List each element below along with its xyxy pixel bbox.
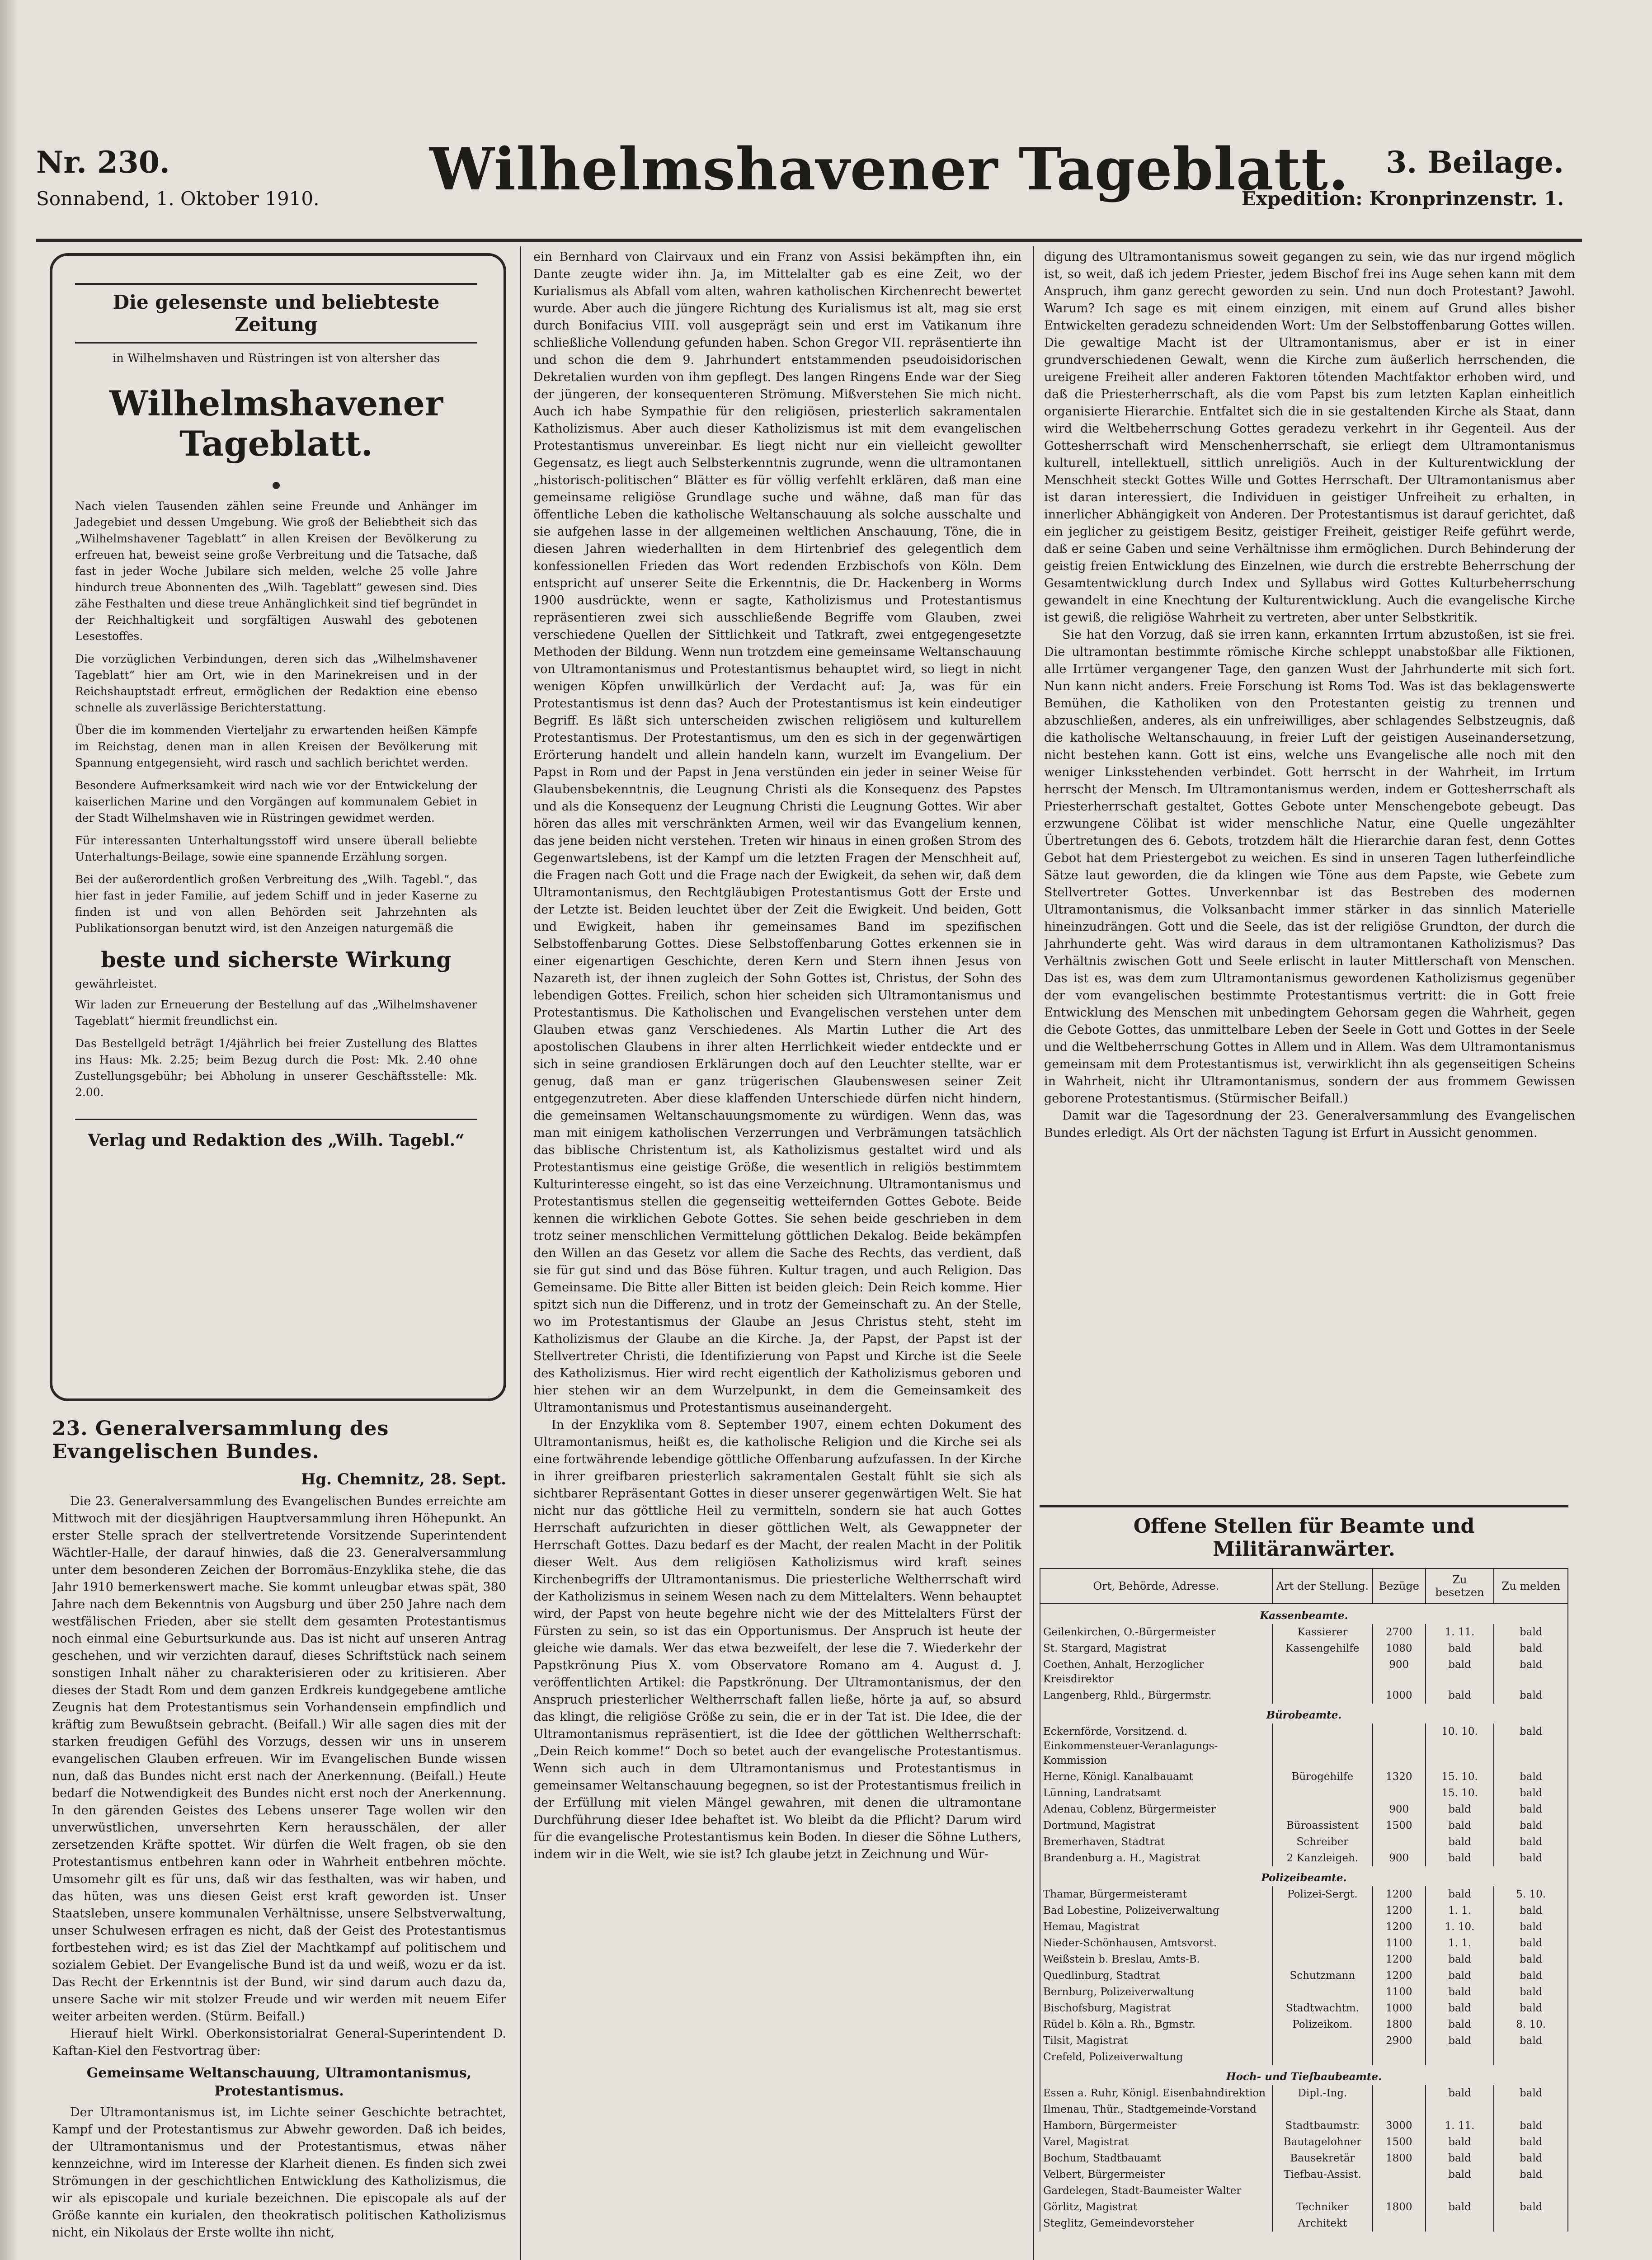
table-cell: bald [1494,1984,1568,2000]
table-cell: Büroassistent [1272,1817,1373,1834]
table-cell [1494,2049,1568,2065]
table-cell [1373,2215,1426,2232]
article-paragraph: Die 23. Generalversammlung des Evangelischen Bundes erreichte am Mittwoch mit der diesjährigen Hauptversammlung ihren Höhepunkt. An erster Stelle sprach der stellvertretende Vorsitzende Superintendent Wächtler-Halle, der darauf hinwies, daß die 23. Generalversammlung unter dem besonderen Zeichen der Borromäus-Enzyklika stehe, die das Jahr 1910 bemerkenswert mache. Sie kommt unleugbar etwas spät, 380 Jahre nach dem Bekenntnis von Augsburg und über 250 Jahre nach dem westfälischen Frieden, aber sie stellt dem gesamten Protestantismus noch einmal eine Geburtsurkunde aus. Das ist nicht auf unseren Antrag geschehen, und wir verzichten darauf, dieses Schriftstück nach seinem sonstigen Inhalt näher zu charakterisieren oder zu kritisieren. Aber dieses der Stadt Rom und dem ganzen Erdkreis kundgegebene amtliche Zeugnis hat dem Protestantismus sein Vorhandensein empfindlich und kräftig zum Bewußtsein gebracht. (Beifall.) Wir alle sagen dies mit der starken freudigen Gefühl des Vorzugs, dessen wir uns in unserem evangelischen Glauben erfreuen. Wir im Evangelischen Bunde wissen nun, daß das Bundes nicht erst nach der Anerkennung. (Beifall.) Heute bedarf die Notwendigkeit des Bundes nicht erst noch der Anerkennung. In den gärenden Geistes des Lebens unserer Tage wollen wir den unverwüstlichen, unversehrten Kern herausschälen, der aller zersetzenden Kräfte spottet. Wir dürfen die Welt fragen, ob sie den Protestantismus entbehren kann oder in Wahrheit entbehren möchte. Umsomehr gilt es für uns, daß wir das festhalten, was wir haben, und das hüten, was uns diesen Geist erst kraft geworden ist. Unser Staatsleben, unsere kommunalen Verhältnisse, unsere Selbstverwaltung, unser Schulwesen erfragen es nicht, daß der Geist des Protestantismus fortbestehen wird; es ist das Ziel der Machtkampf auf politischem und sozialem Gebiet. Der Evangelische Bund ist da und weiß, wozu er da ist. Das Recht der Erkenntnis ist der Bund, wir sind darum auch dazu da, unsere Sache wir mit stolzer Freude und wir werden mit neuem Eifer weiter arbeiten werden. (Stürm. Beifall.) [52,1494,506,2024]
table-cell: bald [1494,2118,1568,2134]
table-cell: 1000 [1373,2000,1426,2016]
table-cell: bald [1426,1984,1494,2000]
table-cell: Bochum, Stadtbauamt [1040,2150,1272,2166]
table-cell: bald [1494,1640,1568,1657]
table-cell: 1800 [1373,2016,1426,2033]
table-cell: 1500 [1373,1817,1426,1834]
table-cell: Tiefbau-Assist. [1272,2166,1373,2183]
article-paragraph: In der Enzyklika vom 8. September 1907, einem echten Dokument des Ultramontanismus, heißt es, die katholische Religion und die Kirche sei als eine fortwährende lebendige göttliche Offenbarung aufzufassen. In der Kirche in ihrer greifbaren priesterlich sakramentalen Gestalt fühlt sie sich als sichtbarer Repräsentant Gottes in dieser unserer gegenwärtigen Welt. Sie hat nicht nur das göttliche Heil zu vermitteln, sondern sie hat auch Gottes Herrschaft aufzurichten in dieser göttlichen Welt, als Gewappneter der Herrschaft Gottes. Dazu bedarf es der Macht, der realen Macht in der Politik dieser Welt. Aus dem religiösen Katholizismus wird kraft seines Kirchenbegriffs der Ultramontanismus. Die priesterliche Weltherrschaft wird der Katholizismus in seinem Wesen nach zu dem Mittelalters. Wenn behauptet wird, der Papst von heute begehre nicht wie der des Mittelalters Fürst der Fürsten zu sein, so ist das ein Opportunismus. Der Anspruch ist heute der gleiche wie damals. Wer das etwa bezweifelt, der lese die 7. Wiederkehr der Papstkrönung Pius X. vom Observatore Romano am 4. August d. J. veröffentlichten Artikel: die Papstkrönung. Der Ultramontanismus, der den Anspruch priesterlicher Weltherrschaft fallen ließe, hörte ja auf, so absurd das klingt, die religiöse Größe zu sein, die er in der Tat ist. Die Idee, die der Ultramontanismus repräsentiert, ist die Idee der göttlichen Weltherrschaft: „Dein Reich komme!“ Doch so betet auch der evangelische Protestantismus. Wenn sich auch in dem Ultramontanismus und Protestantismus in gemeinsamer Weltanschauung begegnen, so ist der Protestantismus freilich in der Erfüllung mit vielen Mängel gewahren, mit denen die ultramontane Durchführung dieser Idee behaftet ist. Wo bleibt da die Pflicht? Darum wird für die evangelische Protestantismus kein Boden. In dieser die Söhne Luthers, indem wir in die Welt, wie sie ist? Ich glaube jetzt in Zeichnung und Wür- [533,1418,1021,1861]
table-cell [1494,2183,1568,2199]
supplement-label: 3. Beilage. [1386,145,1564,180]
masthead [36,136,1582,240]
table-cell: bald [1426,2199,1494,2215]
table-cell: bald [1426,1817,1494,1834]
table-cell: bald [1426,2166,1494,2183]
table-cell: bald [1426,2033,1494,2049]
page-gutter [0,0,17,2260]
subscription-advert [50,253,506,1401]
table-cell: bald [1426,1886,1494,1902]
table-row [1040,2033,1568,2049]
table-cell [1426,2049,1494,2065]
table-cell: 1000 [1373,1687,1426,1704]
table-cell [1373,1834,1426,1850]
table-cell: bald [1426,1640,1494,1657]
table-cell: 3000 [1373,2118,1426,2134]
table-cell [1373,1785,1426,1801]
table-cell: 2900 [1373,2033,1426,2049]
table-row [1040,2215,1568,2232]
table-cell [1272,2101,1373,2118]
advert-paragraph: Die vorzüglichen Verbindungen, deren sich das „Wilhelmshavener Tageblatt“ hier am Ort, wie in den Marinekreisen und in der Reichshauptstadt erfreut, ermöglichen der Redaktion eine ebenso schnelle als zuverlässige Berichterstattung. [75,652,477,714]
table-cell: Architekt [1272,2215,1373,2232]
job-vacancies [1040,1505,1568,2260]
table-cell [1373,2183,1426,2199]
article-subheading: Gemeinsame Weltanschauung, Ultramontanismus, Protestantismus. [86,2065,472,2099]
table-cell: Bremerhaven, Stadtrat [1040,1834,1272,1850]
table-row [1040,1902,1568,1919]
table-cell: bald [1494,1769,1568,1785]
table-cell: Schutzmann [1272,1968,1373,1984]
header-location: Ort, Behörde, Adresse. [1040,1568,1272,1604]
table-cell: 1200 [1373,1951,1426,1968]
table-cell: Crefeld, Polizeiverwaltung [1040,2049,1272,2065]
table-cell: 1. 1. [1426,1902,1494,1919]
table-cell: Gardelegen, Stadt-Baumeister Walter [1040,2183,1272,2199]
table-cell: Polizei-Sergt. [1272,1886,1373,1902]
table-cell [1494,2101,1568,2118]
table-row [1040,1817,1568,1834]
table-cell: bald [1494,2199,1568,2215]
table-cell: Dortmund, Magistrat [1040,1817,1272,1834]
table-cell: 1200 [1373,1886,1426,1902]
advert-paragraph: Besondere Aufmerksamkeit wird nach wie vor der Entwickelung der kaiserlichen Marine und den Vorgängen auf kommunalem Gebiet in der Stadt Wilhelmshaven wie in Rüstringen gewidmet werden. [75,779,477,824]
table-cell: bald [1494,2033,1568,2049]
table-row [1040,2134,1568,2150]
table-row [1040,2118,1568,2134]
article-paragraph: digung des Ultramontanismus soweit gegangen zu sein, wie das nur irgend möglich ist, so weit, daß ich jedem Priester, jedem Bischof frei ins Auge sehen kann mit dem Anspruch, ihm ganz gerecht geworden zu sein. Und nun doch Protestant? Jawohl. Warum? Ich sage es mit einem einzigen, mit einem auf Grund alles bisher Entwickelten geradezu schneidenden Wort: Um der Selbstoffenbarung Gottes willen. Die gewaltige Macht ist der Ultramontanismus, aber er ist in einer grundverschiedenen Gewalt, wenn die Kirche zum äußerlich herrschenden, die ureigene Freiheit aller anderen Faktoren tötenden Machtfaktor erhoben wird, und daß die Priesterherrschaft, als die vom Papst bis zum letzten Kaplan einheitlich organisierte Hierarchie. Entfaltet sich die in sie gestaltenden Kirche als Staat, dann wird die Weltbeherrschung Gottes geradezu verkehrt in ihr Gegenteil. Aus der Gottesherrschaft wird Menschenherrschaft, sie erliegt dem Ultramontanismus kulturell, intellektuell, sittlich unreligiös. Auch in der Kulturentwicklung der Menschheit steckt Gottes Wille und Gottes Herrschaft. Der Ultramontanismus aber ist daran interessiert, die Individuen in geistiger Unfreiheit zu erhalten, in innerlicher Abhängigkeit von Anderen. Der Protestantismus ist darauf gerichtet, daß ein jeglicher zu geistigem Besitz, geistiger Freiheit, geistiger Reife geführt werde, daß er seine Gaben und seine Verhältnisse ihm ermöglichen. Durch Behinderung der geistig freien Entwicklung des Einzelnen, wie durch die erstrebte Beherrschung der Gesamtentwicklung durch Index und Syllabus wird Gottes Kulturbeherrschung gewandelt in eine Knechtung der Kulturentwicklung. Auch die evangelische Kirche ist gewiß, die religiöse Wahrheit zu vertreten, aber unter Selbstkritik. [1044,250,1575,625]
table-cell: Hamborn, Bürgermeister [1040,2118,1272,2134]
table-row [1040,1850,1568,1866]
table-cell [1426,2101,1494,2118]
table-cell: 900 [1373,1801,1426,1817]
table-cell [1272,1723,1373,1769]
table-cell [1426,2215,1494,2232]
table-cell: Tilsit, Magistrat [1040,2033,1272,2049]
table-cell: bald [1426,2085,1494,2101]
table-cell: bald [1426,1850,1494,1866]
table-cell: bald [1426,1951,1494,1968]
article-title: 23. Generalversammlung des Evangelischen Bundes. [52,1417,389,1463]
header-apply: Zu melden [1494,1568,1568,1604]
table-header-row [1040,1568,1568,1604]
advert-effect-tail: gewährleistet. [75,977,157,990]
table-section-row [1040,1604,1568,1624]
table-cell: 1800 [1373,2150,1426,2166]
table-row [1040,1657,1568,1687]
table-cell: 8. 10. [1494,2016,1568,2033]
table-row [1040,2199,1568,2215]
table-row [1040,1785,1568,1801]
table-cell: bald [1494,1723,1568,1769]
table-cell [1272,1935,1373,1951]
table-cell: Polizeikom. [1272,2016,1373,2033]
table-row [1040,1687,1568,1704]
table-cell [1272,1984,1373,2000]
table-cell: Stadtwachtm. [1272,2000,1373,2016]
table-cell [1272,2049,1373,2065]
table-cell: 1080 [1373,1640,1426,1657]
article-column-3 [1044,249,1575,1496]
table-cell: Dipl.-Ing. [1272,2085,1373,2101]
table-row [1040,2183,1568,2199]
table-cell: 1. 11. [1426,1624,1494,1640]
advert-renewal: Wir laden zur Erneuerung der Bestellung auf das „Wilhelmshavener Tageblatt“ hiermit freundlichst ein. [75,998,477,1027]
masthead-rule [36,239,1582,242]
table-row [1040,1951,1568,1968]
table-cell: bald [1494,1850,1568,1866]
table-cell: Stadtbaumstr. [1272,2118,1373,2134]
header-salary: Bezüge [1373,1568,1426,1604]
table-cell: bald [1494,1624,1568,1640]
table-cell: Schreiber [1272,1834,1373,1850]
table-cell [1373,1723,1426,1769]
table-cell: Eckernförde, Vorsitzend. d. Einkommensteuer-Veranlagungs-Kommission [1040,1723,1272,1769]
table-cell: Varel, Magistrat [1040,2134,1272,2150]
vacancies-table [1040,1568,1568,2232]
table-cell: Essen a. Ruhr, Königl. Eisenbahndirektion [1040,2085,1272,2101]
article-paragraph: Sie hat den Vorzug, daß sie irren kann, erkannten Irrtum abzustoßen, ist sie frei. Die ultramontan bestimmte römische Kirche schleppt unabstoßbar alle Fiktionen, alle Irrtümer vergangener Tage, den ganzen Wust der Jahrhunderte mit sich fort. Nun kann nicht anders. Freie Forschung ist Roms Tod. Was ist das beklagenswerte Bemühen, die Katholiken von den Protestanten geistig zu trennen und abzuschließen, anderes, als ein unfreiwilliges, aber schlagendes Selbstzeugnis, daß die katholische Weltanschauung, in freier Luft der geistigen Auseinandersetzung, nicht bestehen kann. Gott ist eins, welche uns Evangelische alle noch mit den weniger Linksstehenden verbindet. Gott herrscht in der Wahrheit, im Irrtum herrscht der Mensch. Im Ultramontanismus werden, indem er Gottesherrschaft als Priesterherrschaft gestaltet, Gottes Gebote unter Menschengebote gebeugt. Das erzwungene Cölibat ist wider menschliche Natur, eine Quelle ungezählter Übertretungen des 6. Gebots, trotzdem hält die Hierarchie daran fest, denn Gottes Gebot hat dem Priestergebot zu weichen. Es sind in unseren Tagen lutherfeindliche Sätze laut geworden, die da klingen wie Töne aus dem Papste, wie Gebete zum Stellvertreter Gottes. Unverkennbar ist das Bestreben des modernen Ultramontanismus, die Volksanbacht immer stärker in das sinnlich Materielle hineinzudrängen. Gott und die Seele, das ist der religiöse Grundton, der durch die Jahrhunderte geht. Was wird daraus in dem ultramontanen Katholizismus? Das Verhältnis zwischen Gott und Seele erlischt in lauter Mittlerschaft von Menschen. Das ist es, was dem zum Ultramontanismus gewordenen Katholizismus gegenüber der vom evangelischen bestimmte Protestantismus vertritt: die in Gott freie Entwicklung des Menschen mit unbedingtem Gehorsam gegen die Wahrheit, gegen die Gebote Gottes, das unmittelbare Leben der Seele in Gott und Gottes in der Seele und die Weltbeherrschung Gottes in Allem und in Allem. Was dem Ultramontanismus gemeinsam mit dem Protestantismus ist, verwirklicht ihn als gegenseitigen Scheins in Wahrheit, nicht ihr Ultramontanismus, sondern der aus frommem Gewissen geborene Protestantismus. (Stürmischer Beifall.) [1044,628,1575,1106]
table-cell: Nieder-Schönhausen, Amtsvorst. [1040,1935,1272,1951]
table-cell: bald [1494,1687,1568,1704]
table-cell [1272,1687,1373,1704]
table-cell: 1200 [1373,1968,1426,1984]
ornament-dot-icon [273,482,280,489]
table-cell: Adenau, Coblenz, Bürgermeister [1040,1801,1272,1817]
table-cell: Hemau, Magistrat [1040,1919,1272,1935]
advert-signature: Verlag und Redaktion des „Wilh. Tagebl.“ [75,1119,477,1150]
advert-paragraph: Für interessanten Unterhaltungsstoff wird unsere überall beliebte Unterhaltungs-Beilage, sowie eine spannende Erzählung sorgen. [75,834,477,863]
table-cell: Geilenkirchen, O.-Bürgermeister [1040,1624,1272,1640]
table-cell: 1. 11. [1426,2118,1494,2134]
table-row [1040,1624,1568,1640]
table-cell: 15. 10. [1426,1769,1494,1785]
table-cell: Steglitz, Gemeindevorsteher [1040,2215,1272,2232]
table-row [1040,2101,1568,2118]
table-row [1040,2166,1568,2183]
table-cell: Bausekretär [1272,2150,1373,2166]
table-row [1040,1919,1568,1935]
advert-effect: beste und sicherste Wirkung [101,947,452,973]
table-cell [1373,2049,1426,2065]
table-cell [1272,2183,1373,2199]
table-cell: Kassierer [1272,1624,1373,1640]
table-section-label: Polizeibeamte. [1040,1866,1568,1886]
table-cell: bald [1426,1801,1494,1817]
table-cell: 1320 [1373,1769,1426,1785]
issue-number: Nr. 230. [36,145,170,180]
table-cell: bald [1426,2016,1494,2033]
table-cell [1373,2085,1426,2101]
table-cell: bald [1426,1834,1494,1850]
table-row [1040,2000,1568,2016]
advert-content [75,283,477,1150]
table-cell: 1. 1. [1426,1935,1494,1951]
table-cell: bald [1494,1657,1568,1687]
table-cell: Lünning, Landratsamt [1040,1785,1272,1801]
table-cell: Bürogehilfe [1272,1769,1373,1785]
table-body [1040,1604,1568,2232]
column-rule-2 [1033,246,1034,2260]
table-cell: bald [1494,1834,1568,1850]
table-row [1040,2049,1568,2065]
table-row [1040,1640,1568,1657]
table-cell: 15. 10. [1426,1785,1494,1801]
table-cell: Ilmenau, Thür., Stadtgemeinde-Vorstand [1040,2101,1272,2118]
newspaper-title: Wilhelmshavener Tageblatt. [429,136,1349,203]
table-cell: bald [1494,2166,1568,2183]
table-cell [1373,2101,1426,2118]
table-cell: bald [1426,1657,1494,1687]
table-cell: bald [1426,2150,1494,2166]
article-paragraph: Der Ultramontanismus ist, im Lichte seiner Geschichte betrachtet, Kampf und der Protestantismus zur Abwehr geworden. Daß ich beides, der Ultramontanismus und der Protestantismus, etwas näher kennzeichne, wird im Interesse der Klarheit dienen. Es finden sich zwei Strömungen in der geschichtlichen Entwicklung des Katholizismus, die wir als episcopale und kuriale bezeichnen. Die episcopale als auf der Größe kannte ein kurialen, den theokratisch politischen Katholizismus nicht, ein Nikolaus der Erste wollte ihn nicht, [52,2105,506,2240]
advert-paper-name: Wilhelmshavener Tageblatt. [109,383,443,464]
advert-price: Das Bestellgeld beträgt 1/4jährlich bei freier Zustellung des Blattes ins Haus: Mk. 2.25; beim Bezug durch die Post: Mk. 2.40 ohne Zustellungsgebühr; bei Abholung in unserer Geschäftsstelle: Mk. 2.00. [75,1037,477,1099]
table-cell: bald [1494,2000,1568,2016]
table-cell [1272,1902,1373,1919]
table-cell: Brandenburg a. H., Magistrat [1040,1850,1272,1866]
advert-headline: Die gelesenste und beliebteste Zeitung [75,283,477,344]
table-cell: 1500 [1373,2134,1426,2150]
table-row [1040,2016,1568,2033]
table-cell [1272,1785,1373,1801]
table-section-row [1040,2065,1568,2085]
issue-date: Sonnabend, 1. Oktober 1910. [36,188,320,210]
table-cell: bald [1494,1902,1568,1919]
table-cell: bald [1426,2134,1494,2150]
table-row [1040,1801,1568,1817]
table-cell: bald [1494,2085,1568,2101]
article-column-2 [533,249,1021,2260]
table-row [1040,2085,1568,2101]
table-cell: 2 Kanzleigeh. [1272,1850,1373,1866]
table-cell: 1100 [1373,1935,1426,1951]
table-row [1040,1935,1568,1951]
article-paragraph: Damit war die Tagesordnung der 23. Generalversammlung des Evangelischen Bundes erledigt. Als Ort der nächsten Tagung ist Erfurt in Aussicht genommen. [1044,1109,1575,1140]
table-cell [1272,1801,1373,1817]
table-row [1040,1723,1568,1769]
table-cell: St. Stargard, Magistrat [1040,1640,1272,1657]
table-cell: Bad Lobestine, Polizeiverwaltung [1040,1902,1272,1919]
table-section-label: Hoch- und Tiefbaubeamte. [1040,2065,1568,2085]
table-cell: bald [1494,1935,1568,1951]
table-cell: 2700 [1373,1624,1426,1640]
table-cell: 1800 [1373,2199,1426,2215]
header-position: Art der Stellung. [1272,1568,1373,1604]
table-cell: 10. 10. [1426,1723,1494,1769]
table-row [1040,1968,1568,1984]
table-cell: bald [1494,1785,1568,1801]
header-start: Zu besetzen [1426,1568,1494,1604]
table-cell: Bautagelohner [1272,2134,1373,2150]
advert-paragraph: Nach vielen Tausenden zählen seine Freunde und Anhänger im Jadegebiet und dessen Umgebung. Wie groß der Beliebtheit sich das „Wilhelmshavener Tageblatt“ in allen Kreisen der Bevölkerung zu erfreuen hat, beweist seine große Verbreitung und die Tatsache, daß fast in jeder Woche Jubilare sich melden, welche 25 volle Jahre hindurch treue Abonnenten des „Wilh. Tageblatt“ gewesen sind. Dies zähe Festhalten und diese treue Anhänglichkeit sind tief begründet in der Reichhaltigkeit und sorgfältigen Auswahl des gebotenen Lesestoffes. [75,499,477,643]
table-title: Offene Stellen für Beamte und Militäranwärter. [1133,1515,1475,1561]
table-cell: bald [1494,2134,1568,2150]
column-rule-1 [520,246,521,2260]
table-cell: Görlitz, Magistrat [1040,2199,1272,2215]
table-cell: bald [1494,1817,1568,1834]
table-cell: Thamar, Bürgermeisteramt [1040,1886,1272,1902]
table-cell: Bernburg, Polizeiverwaltung [1040,1984,1272,2000]
table-cell: Techniker [1272,2199,1373,2215]
table-cell: Quedlinburg, Stadtrat [1040,1968,1272,1984]
table-cell: bald [1494,2150,1568,2166]
table-cell: bald [1494,1919,1568,1935]
table-cell [1373,2166,1426,2183]
table-section-row [1040,1704,1568,1723]
table-cell [1272,1951,1373,1968]
table-cell: bald [1426,2000,1494,2016]
advert-subline: in Wilhelmshaven und Rüstringen ist von altersher das [112,352,440,365]
table-cell: Bischofsburg, Magistrat [1040,2000,1272,2016]
table-row [1040,1769,1568,1785]
table-cell: Rüdel b. Köln a. Rh., Bgmstr. [1040,2016,1272,2033]
table-cell: Herne, Königl. Kanalbauamt [1040,1769,1272,1785]
article-paragraph: Hierauf hielt Wirkl. Oberkonsistorialrat General-Superintendent D. Kaftan-Kiel den Festvortrag über: [52,2027,506,2058]
table-cell [1426,2183,1494,2199]
table-cell: 1. 10. [1426,1919,1494,1935]
table-row [1040,1834,1568,1850]
table-cell: 1200 [1373,1919,1426,1935]
table-cell: Velbert, Bürgermeister [1040,2166,1272,2183]
expedition-address: Expedition: Kronprinzenstr. 1. [1241,188,1564,210]
table-cell: 900 [1373,1850,1426,1866]
table-section-label: Kassenbeamte. [1040,1604,1568,1624]
table-cell: bald [1494,1801,1568,1817]
table-cell: Langenberg, Rhld., Bürgermstr. [1040,1687,1272,1704]
table-cell: bald [1494,1968,1568,1984]
table-cell [1272,1657,1373,1687]
article-paragraph: ein Bernhard von Clairvaux und ein Franz von Assisi bekämpften ihn, ein Dante zeugte wider ihn. Ja, im Mittelalter gab es eine Zeit, wo der Kurialismus als Abfall vom alten, wahren katholischen Kirchenrecht bewertet wurde. Aber auch die jüngere Richtung des Kurialismus ist alt, mag sie erst durch Bonifacius VIII. voll ausgeprägt sein und erst im Vatikanum ihre schließliche Vollendung gefunden haben. Schon Gregor VII. repräsentierte ihn und schon die dem 9. Jahrhundert entstammenden pseudoisidorischen Dekretalien wurden von ihm gepflegt. Des langen Ringens Ende war der Sieg der jüngeren, der konsequenteren Strömung. Mißverstehen Sie mich nicht. Auch ich habe Sympathie für den religiösen, priesterlich sakramentalen Katholizismus. Aber auch dieser Katholizismus ist mit dem evangelischen Protestantismus unvereinbar. Es liegt nicht nur ein vielleicht gewollter Gegensatz, es liegt auch Selbsterkenntnis zugrunde, wenn die ultramontanen „historisch-politischen“ Blätter es für völlig verfehlt erklären, daß man eine gemeinsame religiöse Grundlage suche und wähne, daß man für das öffentliche Leben die katholische Weltanschauung als solche ausschalte und sie aufgehen lasse in der allgemeinen weltlichen Anschauung, Töne, die in diesen Jahren wiederhallten in dem Hirtenbrief des gelegentlich dem konfessionellen Frieden das Wort redenden Erzbischofs von Köln. Dem entspricht auf unserer Seite die Erkenntnis, die Dr. Hackenberg in Worms 1900 ausdrückte, wenn er sagte, Katholizismus und Protestantismus repräsentieren zwei sich ausschließende Begriffe vom Glauben, zwei verschiedene Quellen der Sittlichkeit und Tatkraft, zwei entgegengesetzte Methoden der Bildung. Wenn nun trotzdem eine gemeinsame Weltanschauung von Ultramontanismus und Protestantismus behauptet wird, so liegt in nicht wenigen Köpfen unwillkürlich der Verdacht auf: Ja, was für ein Protestantismus ist denn das? Auch der Protestantismus ist kein eindeutiger Begriff. Es läßt sich unterscheiden zwischen religiösem und kulturellem Protestantismus. Der Protestantismus, um den es sich in der gegenwärtigen Erörterung handelt und allein handeln kann, wurzelt im Evangelium. Der Papst in Rom und der Papst in Jena verstünden ein jeder in seiner Weise für Glaubensbekenntnis, die Leugnung Christi als die Konsequenz des Papstes und als die Konsequenz der Leugnung Christi die Leugnung Gottes. Wir aber hören das alles mit verschränkten Armen, weil wir das Evangelium kennen, das jene beiden nicht verstehen. Treten wir hinaus in einen großen Strom des Gegenwartslebens, ist der Kampf um die letzten Fragen der Menschheit auf, die Fragen nach Gott und die Frage nach der Ewigkeit, da sehen wir, daß dem Ultramontanismus, den Rechtgläubigen Protestantismus Gott der Erste und der Letzte ist. Beiden leuchtet über der Zeit die Ewigkeit. Und beiden, Gott und Ewigkeit, haben ihr gemeinsames Band im spezifischen Selbstoffenbarung Gottes. Diese Selbstoffenbarung Gottes erkennen sie in einer eigenartigen Geschichte, deren Kern und Stern ihnen Jesus von Nazareth ist, der ihnen zugleich der Sohn Gottes ist, Christus, der Sohn des lebendigen Gottes. Freilich, schon hier scheiden sich Ultramontanismus und Protestantismus. Die Katholischen und Evangelischen verstehen unter dem Glauben etwas ganz Verschiedenes. Als Martin Luther die Art des apostolischen Glaubens in ihrer alten Herrlichkeit wieder entdeckte und er sich in seine grandiosen Erklärungen doch auf den Leuchter stellte, war er genug, daß man er ganz trügerischen Glaubenswesen seiner Zeit entgegenzutreten. Aber diese klaffenden Unterschiede dürfen nicht hindern, die gemeinsamen Weltanschauungsmomente zu würdigen. Wenn das, was man mit einigem katholischen Verzerrungen und Verbrämungen tatsächlich das biblische Christentum ist, als Katholizismus gestaltet wird und als Protestantismus eine geistige Größe, die wesentlich in religiös bestimmtem Kulturinteresse eingeht, so ist das eine Verzeichnung. Ultramontanismus und Protestantismus stellen die gegenseitig wetteifernden Gottes Gebote. Beide kennen die wirklichen Gebote Gottes. Sie sehen beide geschrieben in dem trotz seiner menschlichen Vermittelung göttlichen Dekalog. Beide bekämpfen den Willen an das Gesetz vor allem die Sache des Rechts, das verdient, daß sie für gut sind und das Böse führen. Kultur tragen, und auch Religion. Das Gemeinsame. Die Bitte aller Bitten ist beiden gleich: Dein Reich komme. Hier spitzt sich nun die Differenz, und in trotz der Gemeinschaft zu. An der Stelle, wo im Protestantismus der Glaube an Jesus Christus steht, steht im Katholizismus der Glaube an die Kirche. Ja, der Papst, der Papst ist der Stellvertreter Christi, die Identifizierung von Papst und Kirche ist die Seele des Katholizismus. Hier wird recht eigentlich der Katholizismus geboren und hier stehen wir an dem Wurzelpunkt, in dem die Gemeinsamkeit des Ultramontanismus und Protestantismus auseinandergeht. [533,250,1021,1415]
table-cell: 1200 [1373,1902,1426,1919]
advert-paragraph: Über die im kommenden Vierteljahr zu erwartenden heißen Kämpfe im Reichstag, denen man in allen Kreisen der Bevölkerung mit Spannung entgegensieht, wird rasch und sachlich berichtet werden. [75,724,477,769]
advert-paragraph: Bei der außerordentlich großen Verbreitung des „Wilh. Tagebl.“, das hier fast in jeder Familie, auf jedem Schiff und in jeder Kaserne zu finden ist und von allen Behörden seit Jahrzehnten als Publikationsorgan benutzt wird, ist den Anzeigen naturgemäß die [75,873,477,935]
table-cell: Kassengehilfe [1272,1640,1373,1657]
table-cell [1272,1919,1373,1935]
table-row [1040,1984,1568,2000]
table-cell: Weißstein b. Breslau, Amts-B. [1040,1951,1272,1968]
table-cell: 5. 10. [1494,1886,1568,1902]
table-cell: Coethen, Anhalt, Herzoglicher Kreisdirektor [1040,1657,1272,1687]
article-generalversammlung [52,1417,506,2260]
table-cell [1494,2215,1568,2232]
table-section-row [1040,1866,1568,1886]
table-cell: 1100 [1373,1984,1426,2000]
table-section-label: Bürobeamte. [1040,1704,1568,1723]
table-cell: 900 [1373,1657,1426,1687]
table-cell: bald [1426,1968,1494,1984]
table-row [1040,1886,1568,1902]
table-cell: bald [1494,1951,1568,1968]
table-cell [1272,2033,1373,2049]
table-row [1040,2150,1568,2166]
article-dateline: Hg. Chemnitz, 28. Sept. [301,1470,506,1488]
table-cell: bald [1426,1687,1494,1704]
